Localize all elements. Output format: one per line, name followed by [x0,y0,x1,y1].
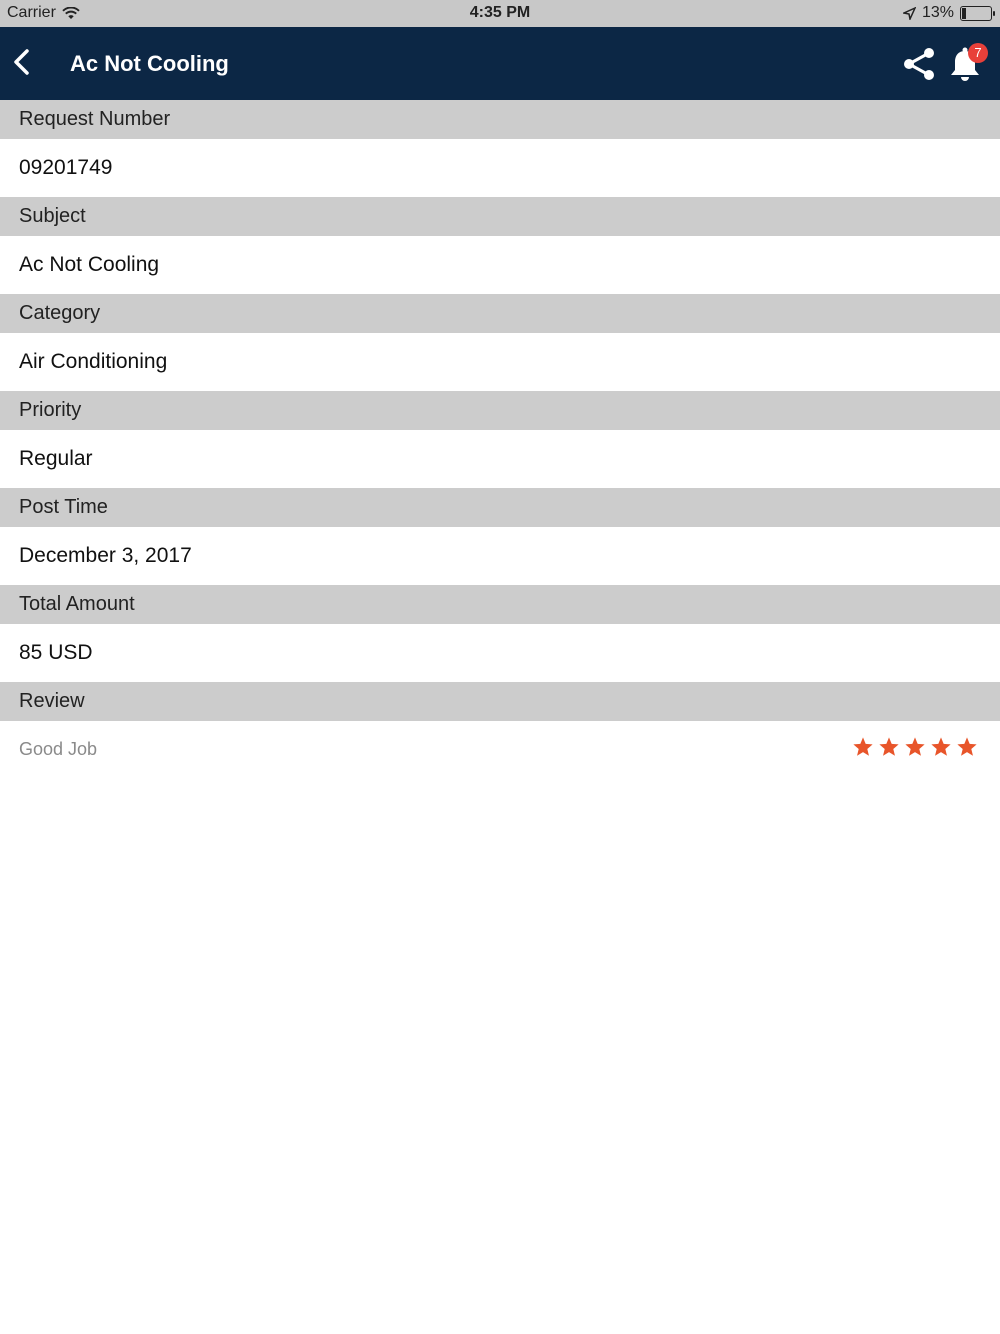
category-header: Category [0,294,1000,333]
notification-badge: 7 [968,43,988,63]
post-time-value: December 3, 2017 [0,527,1000,585]
notifications-button[interactable] [948,45,988,85]
star-icon [956,736,978,758]
review-text: Good Job [19,739,98,759]
priority-value: Regular [0,430,1000,488]
subject-header: Subject [0,197,1000,236]
battery-icon [960,6,992,21]
page-title: Ac Not Cooling [70,51,229,76]
total-amount-header: Total Amount [0,585,1000,624]
star-icon [878,736,900,758]
priority-header: Priority [0,391,1000,430]
review-header: Review [0,682,1000,721]
category-value: Air Conditioning [0,333,1000,391]
request-number-value: 09201749 [0,139,1000,197]
share-button[interactable] [900,45,938,83]
nav-bar [0,27,1000,100]
post-time-header: Post Time [0,488,1000,527]
status-time: 4:35 PM [469,4,531,21]
back-button[interactable] [6,45,36,79]
subject-value: Ac Not Cooling [0,236,1000,294]
battery-fill [962,8,966,19]
status-right [903,4,992,22]
star-icon [904,736,926,758]
review-rating [852,736,978,758]
status-bar [0,0,1000,27]
carrier-label: Carrier [7,4,56,21]
share-icon [900,45,938,83]
star-icon [930,736,952,758]
review-row [0,721,1000,779]
total-amount-value: 85 USD [0,624,1000,682]
request-number-header: Request Number [0,100,1000,139]
location-arrow-icon [903,7,916,20]
details-list [0,100,1000,779]
star-icon [852,736,874,758]
back-chevron-icon [12,48,30,76]
battery-percent: 13% [921,4,954,21]
